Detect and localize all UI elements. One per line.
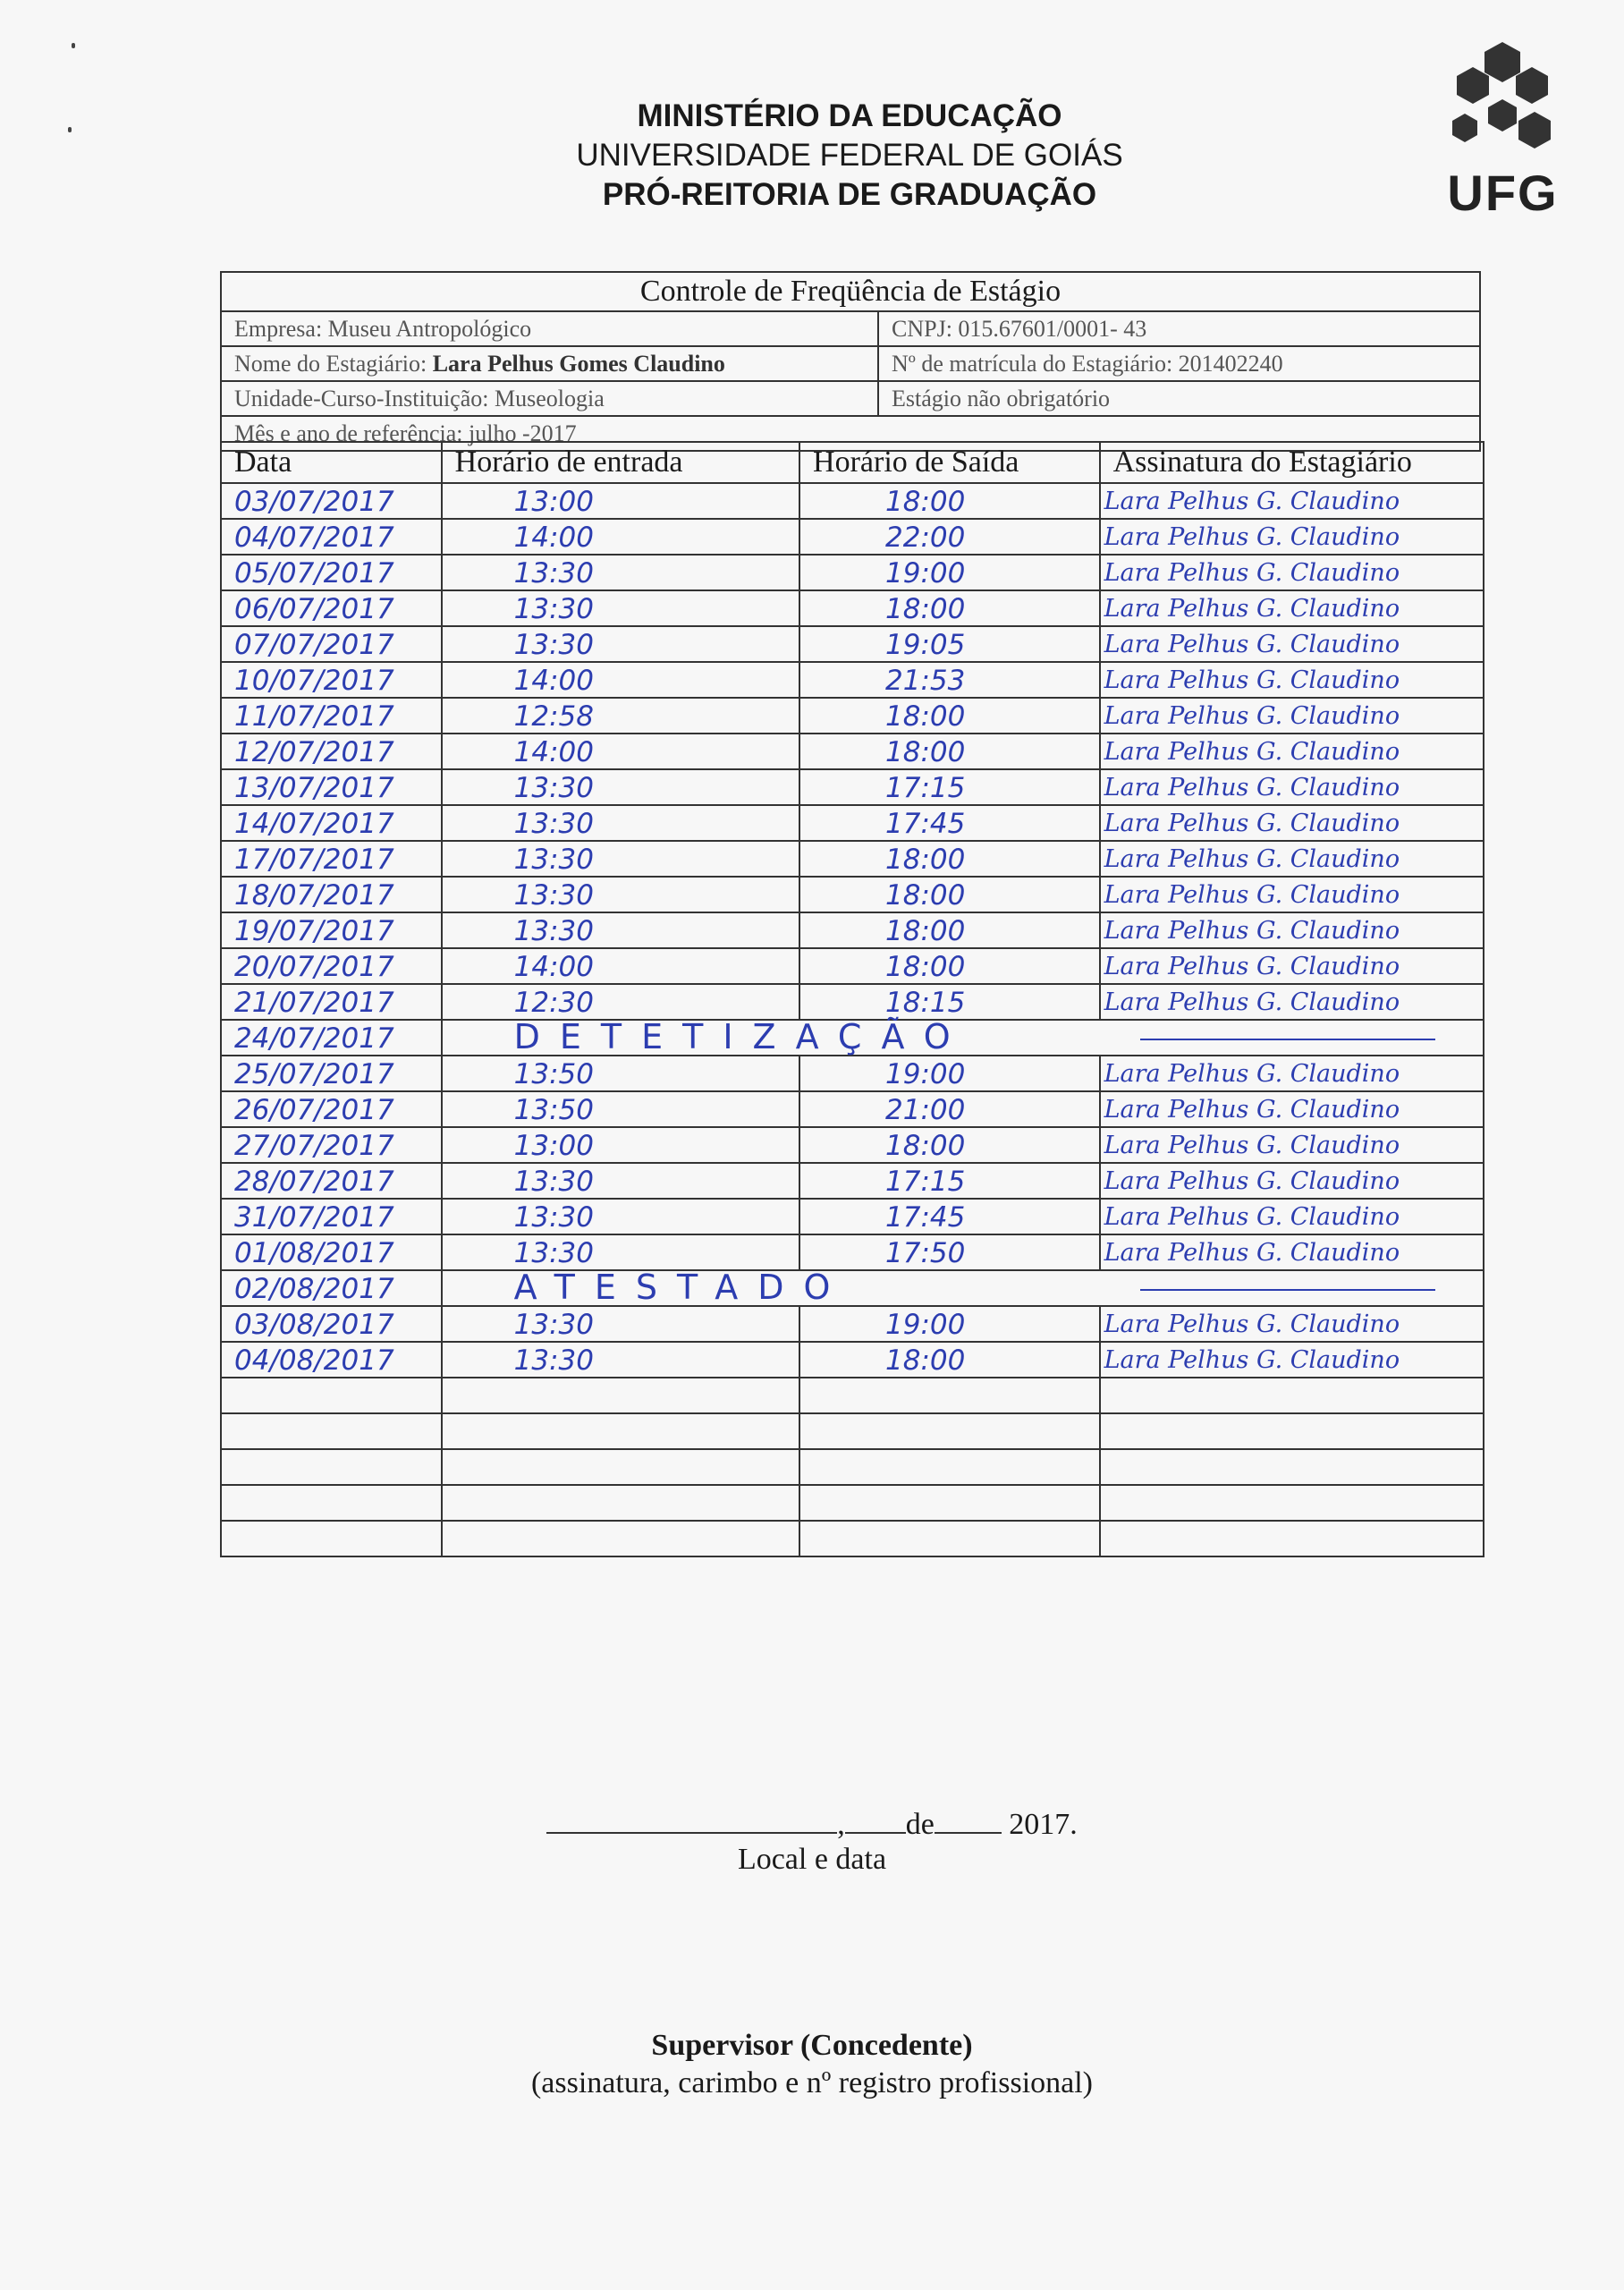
entry-time-value: 13:30 (513, 808, 594, 840)
entry-time-cell (442, 1521, 799, 1556)
exit-time-value: 18:15 (885, 987, 966, 1019)
entry-time-cell (442, 519, 799, 555)
date-value: 24/07/2017 (234, 1022, 394, 1055)
exit-time-cell (799, 1378, 1100, 1413)
signature-value: Lara Pelhus G. Claudino (1104, 702, 1400, 730)
table-header-row (221, 442, 1484, 483)
company-field: Empresa: Museu Antropológico (222, 312, 879, 345)
header-signature: Assinatura do Estagiário (1100, 442, 1484, 483)
signature-cell (1100, 948, 1484, 984)
date-value: 07/07/2017 (234, 629, 394, 661)
cnpj-field: CNPJ: 015.67601/0001- 43 (892, 316, 1147, 342)
entry-time-cell (442, 1413, 799, 1449)
date-value: 10/07/2017 (234, 665, 394, 697)
strike-line (1140, 1039, 1435, 1040)
date-value: 06/07/2017 (234, 593, 394, 625)
exit-time-value: 21:00 (885, 1094, 966, 1126)
signature-cell (1100, 1306, 1484, 1342)
signature-cell (1100, 1127, 1484, 1163)
entry-time-cell (442, 769, 799, 805)
entry-time-cell (442, 984, 799, 1020)
exit-time-value: 22:00 (885, 522, 966, 554)
internship-type-field: Estágio não obrigatório (892, 386, 1111, 411)
exit-time-cell (799, 1163, 1100, 1199)
ufg-logo (1438, 40, 1568, 224)
exit-time-cell (799, 698, 1100, 734)
table-row (221, 1378, 1484, 1413)
exit-time-cell (799, 1127, 1100, 1163)
date-cell (221, 912, 442, 948)
signature-cell (1100, 984, 1484, 1020)
signature-value: Lara Pelhus G. Claudino (1104, 523, 1400, 551)
date-cell (221, 769, 442, 805)
date-cell (221, 1199, 442, 1234)
scan-mark (72, 43, 75, 48)
table-row (221, 519, 1484, 555)
entry-time-cell (442, 1091, 799, 1127)
intern-name-value: Lara Pelhus Gomes Claudino (432, 351, 725, 377)
exit-time-value: 17:50 (885, 1237, 966, 1269)
entry-time-cell (442, 1163, 799, 1199)
signature-cell (1100, 590, 1484, 626)
exit-time-cell (799, 1521, 1100, 1556)
entry-time-cell (442, 1485, 799, 1521)
entry-time-cell (442, 1306, 799, 1342)
exit-time-cell (799, 1485, 1100, 1521)
signature-cell (1100, 1449, 1484, 1485)
signature-cell (1100, 1056, 1484, 1091)
exit-time-value: 18:00 (885, 486, 966, 518)
entry-time-value: 13:30 (513, 844, 594, 876)
exit-time-cell (799, 805, 1100, 841)
exit-time-cell (799, 948, 1100, 984)
table-row (221, 841, 1484, 877)
date-value: 11/07/2017 (234, 700, 394, 733)
exit-time-cell (799, 1342, 1100, 1378)
entry-time-cell (442, 483, 799, 519)
date-value: 21/07/2017 (234, 987, 394, 1019)
signature-value: Lara Pelhus G. Claudino (1104, 1060, 1400, 1088)
entry-time-value: 13:30 (513, 1166, 594, 1198)
table-row (221, 698, 1484, 734)
table-row (221, 1199, 1484, 1234)
entry-time-cell (442, 1342, 799, 1378)
date-value: 03/07/2017 (234, 486, 394, 518)
exit-time-value: 18:00 (885, 951, 966, 983)
exit-time-value: 19:00 (885, 1309, 966, 1341)
date-value: 14/07/2017 (234, 808, 394, 840)
table-row (221, 984, 1484, 1020)
reference-month-field: Mês e ano de referência: julho -2017 (234, 420, 577, 446)
date-value: 25/07/2017 (234, 1058, 394, 1090)
exit-time-value: 21:53 (885, 665, 966, 697)
exit-time-cell (799, 734, 1100, 769)
table-row (221, 1342, 1484, 1378)
exit-time-value: 19:00 (885, 557, 966, 589)
table-row (221, 1521, 1484, 1556)
entry-time-value: 13:30 (513, 772, 594, 804)
table-row (221, 1413, 1484, 1449)
table-row (221, 483, 1484, 519)
entry-time-value: 13:50 (513, 1094, 594, 1126)
signature-cell (1100, 1163, 1484, 1199)
entry-time-cell (442, 805, 799, 841)
table-row (221, 590, 1484, 626)
exit-time-value: 18:00 (885, 844, 966, 876)
signature-cell (1100, 769, 1484, 805)
exit-time-cell (799, 483, 1100, 519)
entry-time-value: 13:30 (513, 593, 594, 625)
date-value: 20/07/2017 (234, 951, 394, 983)
exit-time-cell (799, 877, 1100, 912)
date-cell (221, 1234, 442, 1270)
header-exit-time: Horário de Saída (799, 442, 1100, 483)
entry-time-cell (442, 590, 799, 626)
exit-time-cell (799, 1413, 1100, 1449)
signature-cell (1100, 626, 1484, 662)
note-cell (442, 1270, 1484, 1306)
signature-cell (1100, 1342, 1484, 1378)
exit-time-cell (799, 1306, 1100, 1342)
registration-field: Nº de matrícula do Estagiário: 201402240 (892, 351, 1283, 377)
exit-time-cell (799, 769, 1100, 805)
exit-time-cell (799, 662, 1100, 698)
table-row (221, 1485, 1484, 1521)
signature-value: Lara Pelhus G. Claudino (1104, 488, 1400, 515)
signature-value: Lara Pelhus G. Claudino (1104, 1167, 1400, 1195)
signature-cell (1100, 698, 1484, 734)
entry-time-cell (442, 1056, 799, 1091)
entry-time-cell (442, 912, 799, 948)
signature-cell (1100, 1378, 1484, 1413)
table-row (221, 948, 1484, 984)
date-cell (221, 1306, 442, 1342)
document-header (501, 97, 1198, 215)
intern-name-label: Nome do Estagiário: (234, 351, 433, 377)
date-cell (221, 734, 442, 769)
signature-value: Lara Pelhus G. Claudino (1104, 559, 1400, 587)
entry-time-cell (442, 877, 799, 912)
date-cell (221, 1056, 442, 1091)
intern-name-field (222, 347, 879, 380)
scan-mark (68, 127, 72, 132)
table-row (221, 662, 1484, 698)
exit-time-value: 18:00 (885, 593, 966, 625)
table-row (221, 1056, 1484, 1091)
signature-value: Lara Pelhus G. Claudino (1104, 881, 1400, 909)
entry-time-cell (442, 1234, 799, 1270)
exit-time-value: 17:45 (885, 808, 966, 840)
date-cell (221, 1449, 442, 1485)
unit-row (222, 382, 1479, 417)
exit-time-value: 18:00 (885, 879, 966, 912)
signature-value: Lara Pelhus G. Claudino (1104, 1346, 1400, 1374)
table-row (221, 1270, 1484, 1306)
exit-time-cell (799, 519, 1100, 555)
entry-time-cell (442, 1127, 799, 1163)
table-row (221, 877, 1484, 912)
date-cell (221, 841, 442, 877)
date-cell (221, 948, 442, 984)
date-cell (221, 1091, 442, 1127)
signature-value: Lara Pelhus G. Claudino (1104, 1132, 1400, 1159)
table-row (221, 1127, 1484, 1163)
exit-time-cell (799, 912, 1100, 948)
entry-time-value: 13:30 (513, 1309, 594, 1341)
supervisor-subtitle: (assinatura, carimbo e nº registro profissional) (530, 2066, 1094, 2099)
university-title: UNIVERSIDADE FEDERAL DE GOIÁS (576, 138, 1123, 173)
day-blank (845, 1803, 906, 1834)
entry-time-value: 14:00 (513, 522, 594, 554)
table-row (221, 626, 1484, 662)
signature-value: Lara Pelhus G. Claudino (1104, 845, 1400, 873)
table-row (221, 1163, 1484, 1199)
entry-time-cell (442, 555, 799, 590)
company-row (222, 312, 1479, 347)
entry-time-cell (442, 1199, 799, 1234)
date-value: 31/07/2017 (234, 1201, 394, 1234)
exit-time-value: 18:00 (885, 1344, 966, 1377)
table-row (221, 1234, 1484, 1270)
entry-time-cell (442, 1378, 799, 1413)
date-value: 17/07/2017 (234, 844, 394, 876)
signature-value: Lara Pelhus G. Claudino (1104, 1203, 1400, 1231)
date-value: 27/07/2017 (234, 1130, 394, 1162)
entry-time-value: 12:58 (513, 700, 594, 733)
hexagon-logo-icon (1438, 40, 1568, 161)
date-cell (221, 1163, 442, 1199)
exit-time-value: 18:00 (885, 915, 966, 947)
date-value: 18/07/2017 (234, 879, 394, 912)
date-cell (221, 984, 442, 1020)
signature-cell (1100, 1521, 1484, 1556)
date-value: 12/07/2017 (234, 736, 394, 768)
signature-value: Lara Pelhus G. Claudino (1104, 738, 1400, 766)
entry-time-value: 13:30 (513, 1344, 594, 1377)
signature-value: Lara Pelhus G. Claudino (1104, 774, 1400, 802)
exit-time-value: 17:15 (885, 772, 966, 804)
signature-cell (1100, 1485, 1484, 1521)
attendance-table (220, 441, 1484, 1557)
date-value: 02/08/2017 (234, 1273, 394, 1305)
signature-value: Lara Pelhus G. Claudino (1104, 917, 1400, 945)
entry-time-cell (442, 841, 799, 877)
date-value: 19/07/2017 (234, 915, 394, 947)
table-row (221, 912, 1484, 948)
exit-time-value: 17:15 (885, 1166, 966, 1198)
exit-time-value: 18:00 (885, 736, 966, 768)
entry-time-value: 13:30 (513, 557, 594, 589)
date-cell (221, 483, 442, 519)
signature-cell (1100, 877, 1484, 912)
exit-time-cell (799, 555, 1100, 590)
table-row (221, 1306, 1484, 1342)
signature-value: Lara Pelhus G. Claudino (1104, 810, 1400, 837)
signature-value: Lara Pelhus G. Claudino (1104, 953, 1400, 980)
date-cell (221, 1378, 442, 1413)
form-title: Controle de Freqüência de Estágio (222, 273, 1479, 312)
exit-time-value: 18:00 (885, 700, 966, 733)
exit-time-cell (799, 626, 1100, 662)
signature-cell (1100, 1091, 1484, 1127)
signature-cell (1100, 1413, 1484, 1449)
date-cell (221, 519, 442, 555)
table-row (221, 769, 1484, 805)
signature-value: Lara Pelhus G. Claudino (1104, 1096, 1400, 1124)
signature-cell (1100, 662, 1484, 698)
date-value: 04/07/2017 (234, 522, 394, 554)
date-value: 28/07/2017 (234, 1166, 394, 1198)
signature-value: Lara Pelhus G. Claudino (1104, 666, 1400, 694)
entry-time-value: 13:30 (513, 629, 594, 661)
entry-time-cell (442, 662, 799, 698)
table-row (221, 1091, 1484, 1127)
attendance-form-header (220, 271, 1481, 452)
signature-value: Lara Pelhus G. Claudino (1104, 631, 1400, 658)
exit-time-cell (799, 590, 1100, 626)
entry-time-value: 14:00 (513, 736, 594, 768)
note-cell (442, 1017, 1484, 1056)
entry-time-value: 14:00 (513, 665, 594, 697)
date-value: 04/08/2017 (234, 1344, 394, 1377)
department-title: PRÓ-REITORIA DE GRADUAÇÃO (602, 177, 1097, 212)
exit-time-cell (799, 1056, 1100, 1091)
date-cell (221, 1413, 442, 1449)
table-row (221, 1020, 1484, 1056)
date-cell (221, 698, 442, 734)
date-cell (221, 555, 442, 590)
date-value: 05/07/2017 (234, 557, 394, 589)
date-value: 13/07/2017 (234, 772, 394, 804)
entry-time-value: 14:00 (513, 951, 594, 983)
note-value: DETETIZAÇÃO (513, 1017, 970, 1056)
exit-time-value: 17:45 (885, 1201, 966, 1234)
exit-time-cell (799, 841, 1100, 877)
intern-row (222, 347, 1479, 382)
date-cell (221, 877, 442, 912)
header-entry-time: Horário de entrada (442, 442, 799, 483)
table-row (221, 805, 1484, 841)
de-text: de (905, 1808, 935, 1841)
place-date-label: Local e data (737, 1843, 887, 1876)
strike-line (1140, 1289, 1435, 1291)
table-row (221, 734, 1484, 769)
entry-time-value: 13:00 (513, 486, 594, 518)
note-value: ATESTADO (513, 1268, 850, 1307)
exit-time-cell (799, 984, 1100, 1020)
entry-time-value: 13:30 (513, 879, 594, 912)
exit-time-value: 19:05 (885, 629, 966, 661)
place-date-line: , de 2017. (0, 1803, 1624, 1842)
entry-time-cell (442, 948, 799, 984)
signature-value: Lara Pelhus G. Claudino (1104, 595, 1400, 623)
date-cell (221, 626, 442, 662)
signature-cell (1100, 483, 1484, 519)
exit-time-cell (799, 1091, 1100, 1127)
date-cell (221, 1485, 442, 1521)
table-row (221, 1449, 1484, 1485)
date-cell (221, 1270, 442, 1306)
entry-time-cell (442, 734, 799, 769)
date-cell (221, 662, 442, 698)
signature-cell (1100, 734, 1484, 769)
date-cell (221, 1521, 442, 1556)
date-cell (221, 805, 442, 841)
entry-time-value: 13:30 (513, 1201, 594, 1234)
attendance-rows (221, 483, 1484, 1556)
entry-time-value: 12:30 (513, 987, 594, 1019)
date-value: 01/08/2017 (234, 1237, 394, 1269)
date-cell (221, 1020, 442, 1056)
entry-time-value: 13:30 (513, 1237, 594, 1269)
signature-cell (1100, 805, 1484, 841)
signature-value: Lara Pelhus G. Claudino (1104, 988, 1400, 1016)
signature-cell (1100, 841, 1484, 877)
exit-time-cell (799, 1199, 1100, 1234)
signature-cell (1100, 519, 1484, 555)
signature-cell (1100, 1199, 1484, 1234)
supervisor-title: Supervisor (Concedente) (651, 2029, 973, 2062)
date-cell (221, 1342, 442, 1378)
date-cell (221, 1127, 442, 1163)
month-blank (935, 1803, 1002, 1834)
table-row (221, 555, 1484, 590)
exit-time-value: 18:00 (885, 1130, 966, 1162)
entry-time-cell (442, 698, 799, 734)
entry-time-value: 13:30 (513, 915, 594, 947)
entry-time-cell (442, 626, 799, 662)
logo-text: UFG (1447, 165, 1559, 221)
signature-cell (1100, 555, 1484, 590)
date-cell (221, 590, 442, 626)
exit-time-cell (799, 1234, 1100, 1270)
exit-time-cell (799, 1449, 1100, 1485)
signature-value: Lara Pelhus G. Claudino (1104, 1310, 1400, 1338)
place-blank (546, 1803, 837, 1834)
header-date: Data (221, 442, 442, 483)
ministry-title: MINISTÉRIO DA EDUCAÇÃO (637, 98, 1062, 133)
exit-time-value: 19:00 (885, 1058, 966, 1090)
signature-value: Lara Pelhus G. Claudino (1104, 1239, 1400, 1267)
signature-cell (1100, 912, 1484, 948)
signature-cell (1100, 1234, 1484, 1270)
unit-field: Unidade-Curso-Instituição: Museologia (222, 382, 879, 415)
entry-time-cell (442, 1449, 799, 1485)
date-value: 03/08/2017 (234, 1309, 394, 1341)
date-value: 26/07/2017 (234, 1094, 394, 1126)
entry-time-value: 13:50 (513, 1058, 594, 1090)
year-text: 2017. (1009, 1808, 1078, 1841)
entry-time-value: 13:00 (513, 1130, 594, 1162)
